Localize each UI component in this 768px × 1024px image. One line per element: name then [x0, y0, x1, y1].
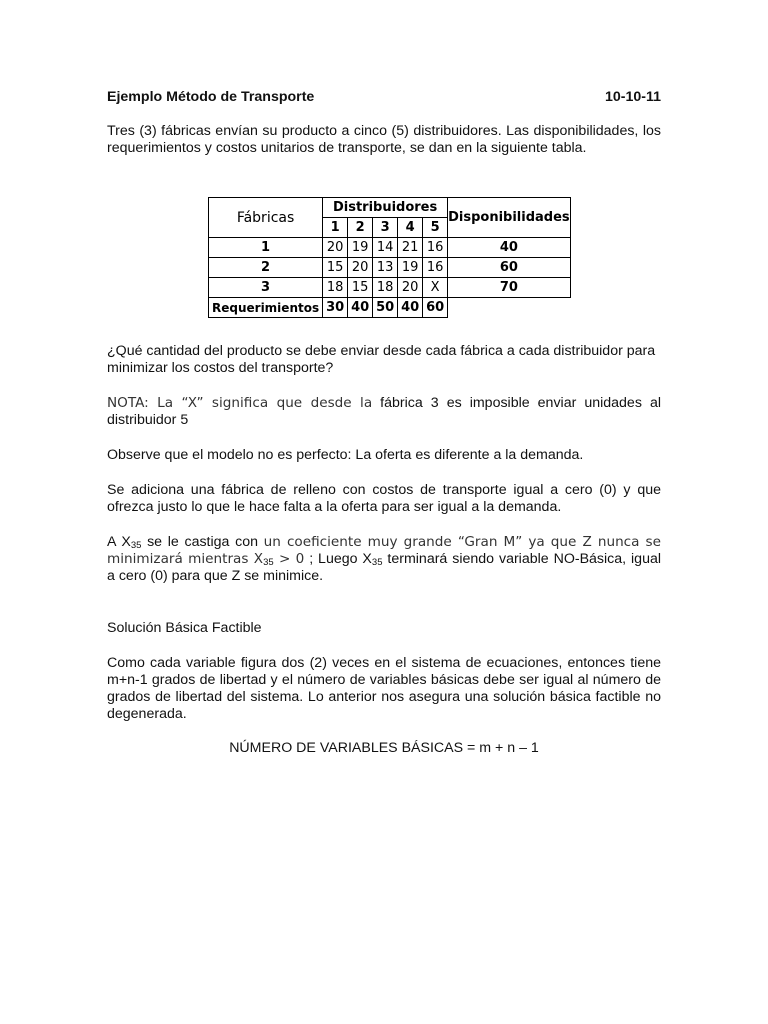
subscript: 35	[263, 557, 274, 568]
requerimientos-row	[209, 298, 571, 318]
requerimiento-cell: 40	[348, 298, 373, 318]
dist-number: 5	[423, 218, 448, 238]
cost-cell: 16	[423, 238, 448, 258]
castigo-soft-text: > 0	[273, 551, 305, 567]
nota-rest-text: fábrica 3 es imposible enviar unidades al distribuidor 5	[107, 395, 661, 428]
cost-cell: X	[423, 278, 448, 298]
castigo-paragraph	[107, 534, 661, 585]
document-title: Ejemplo Método de Transporte	[107, 89, 315, 105]
document-date: 10-10-11	[604, 89, 661, 105]
intro-paragraph: Tres (3) fábricas envían su producto a cinco (5) distribuidores. Las disponibilidades, los requerimientos y costos unitarios de transporte, se dan en la siguiente tabla.	[107, 123, 661, 156]
requerimientos-label: Requerimientos	[209, 298, 323, 318]
fabrica-label: 2	[209, 258, 323, 278]
transport-table	[208, 197, 571, 318]
formula-line: NÚMERO DE VARIABLES BÁSICAS = m + n – 1	[229, 740, 539, 756]
nota-soft-text: NOTA: La “X” significa que desde la	[107, 395, 373, 411]
disponibilidad-cell: 70	[448, 278, 571, 298]
castigo-text: se le castiga con	[141, 534, 264, 550]
castigo-text: ; Luego X	[304, 551, 372, 567]
document-header	[107, 89, 661, 106]
solucion-paragraph: Como cada variable figura dos (2) veces en el sistema de ecuaciones, entonces tiene m+n-1 grados de libertad y el número de variables básicas debe ser igual al número de grados de libertad del sistema. Lo anterior nos asegura una solución básica factible no degenerada.	[107, 655, 661, 722]
cost-cell: 15	[323, 258, 348, 278]
cost-cell: 18	[373, 278, 398, 298]
requerimiento-cell: 40	[398, 298, 423, 318]
subscript: 35	[371, 557, 383, 568]
disponibilidad-cell: 60	[448, 258, 571, 278]
cost-cell: 16	[423, 258, 448, 278]
fabrica-label: 1	[209, 238, 323, 258]
castigo-text: terminará siendo variable NO-Básica, igual a cero (0) para que Z se minimice.	[107, 551, 661, 584]
dist-number: 2	[348, 218, 373, 238]
cost-cell: 19	[348, 238, 373, 258]
cost-cell: 18	[323, 278, 348, 298]
disponibilidad-cell: 40	[448, 238, 571, 258]
table-row	[209, 258, 571, 278]
table-row	[209, 278, 571, 298]
cost-cell: 19	[398, 258, 423, 278]
requerimiento-cell: 60	[423, 298, 448, 318]
table-row	[209, 238, 571, 258]
fabrica-label: 3	[209, 278, 323, 298]
header-disponibilidades: Disponibilidades	[448, 198, 571, 238]
cost-cell: 20	[348, 258, 373, 278]
subscript: 35	[130, 540, 142, 551]
question-paragraph: ¿Qué cantidad del producto se debe enviar desde cada fábrica a cada distribuidor para minimizar los costos del transporte?	[107, 343, 656, 376]
castigo-text: A X	[107, 534, 131, 550]
empty-cell	[448, 298, 571, 318]
dist-number: 1	[323, 218, 348, 238]
requerimiento-cell: 50	[373, 298, 398, 318]
header-fabricas: Fábricas	[209, 198, 323, 238]
cost-cell: 21	[398, 238, 423, 258]
cost-cell: 20	[323, 238, 348, 258]
relleno-paragraph: Se adiciona una fábrica de relleno con costos de transporte igual a cero (0) y que ofrezca justo lo que le hace falta a la oferta para ser igual a la demanda.	[107, 482, 661, 515]
dist-number: 4	[398, 218, 423, 238]
solucion-title: Solución Básica Factible	[107, 620, 262, 636]
dist-number: 3	[373, 218, 398, 238]
castigo-soft-text: un coeficiente muy grande “Gran M” ya que Z nunca se minimizará mientras X	[107, 534, 661, 567]
nota-paragraph	[107, 395, 661, 429]
cost-cell: 20	[398, 278, 423, 298]
observe-paragraph: Observe que el modelo no es perfecto: La oferta es diferente a la demanda.	[107, 447, 584, 463]
requerimiento-cell: 30	[323, 298, 348, 318]
header-distribuidores: Distribuidores	[323, 198, 448, 218]
cost-cell: 14	[373, 238, 398, 258]
cost-cell: 15	[348, 278, 373, 298]
cost-cell: 13	[373, 258, 398, 278]
